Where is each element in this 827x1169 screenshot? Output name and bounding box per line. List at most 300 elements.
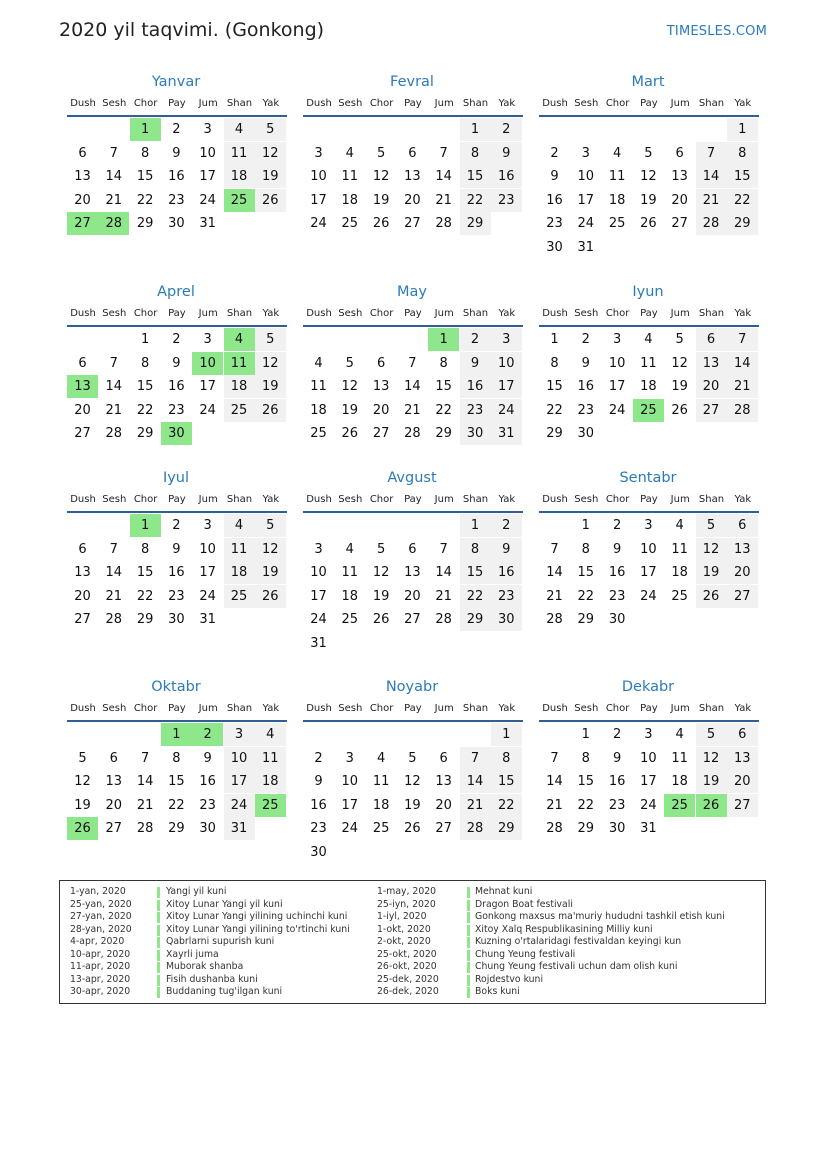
weekday-label: Shan bbox=[462, 98, 489, 109]
legend-holiday-name: Dragon Boat festivali bbox=[475, 898, 573, 910]
day-cell: 1 bbox=[460, 118, 491, 141]
weekday-label: Pay bbox=[168, 308, 186, 319]
day-cell: 30 bbox=[199, 821, 216, 837]
day-cell: 5 bbox=[376, 145, 386, 161]
weekday-label: Jum bbox=[198, 494, 218, 505]
day-cell: 14 bbox=[546, 774, 563, 790]
day-cell: 14 bbox=[105, 169, 123, 185]
month-dekabr bbox=[539, 677, 761, 867]
month-name: Sentabr bbox=[619, 470, 677, 486]
day-cell: 11 bbox=[372, 774, 390, 790]
day-cell: 31 bbox=[640, 821, 657, 837]
day-grid bbox=[539, 514, 761, 658]
weekday-label: Sesh bbox=[102, 703, 127, 714]
header-rule bbox=[67, 325, 287, 327]
header-rule bbox=[303, 115, 523, 117]
weekday-header bbox=[67, 302, 289, 326]
day-cell: 1 bbox=[491, 723, 522, 746]
weekday-label: Pay bbox=[640, 98, 658, 109]
holiday-day-cell: 25 bbox=[224, 189, 255, 212]
weekday-label: Jum bbox=[670, 494, 690, 505]
day-cell: 12 bbox=[255, 352, 286, 375]
weekday-label: Sesh bbox=[338, 308, 363, 319]
day-cell: 20 bbox=[74, 192, 91, 208]
day-cell: 12 bbox=[74, 774, 91, 790]
day-cell: 15 bbox=[727, 165, 758, 188]
weekday-label: Pay bbox=[640, 308, 658, 319]
holiday-day-cell: 13 bbox=[67, 375, 98, 398]
day-cell: 16 bbox=[608, 565, 626, 581]
day-cell: 2 bbox=[491, 118, 522, 141]
weekday-label: Shan bbox=[226, 494, 253, 505]
day-cell: 23 bbox=[168, 192, 185, 208]
day-cell: 17 bbox=[577, 192, 595, 208]
day-cell: 12 bbox=[404, 774, 421, 790]
legend-marker bbox=[467, 925, 470, 936]
day-cell: 9 bbox=[203, 750, 212, 766]
day-cell: 6 bbox=[727, 514, 758, 537]
day-cell: 10 bbox=[491, 352, 522, 375]
day-cell: 29 bbox=[136, 216, 154, 232]
day-cell: 4 bbox=[612, 145, 622, 161]
day-cell: 9 bbox=[172, 145, 181, 161]
day-cell: 6 bbox=[696, 328, 727, 351]
month-name: Aprel bbox=[157, 284, 195, 300]
day-cell: 11 bbox=[341, 169, 359, 185]
day-cell: 22 bbox=[460, 189, 491, 212]
day-cell: 13 bbox=[74, 565, 91, 581]
day-cell: 13 bbox=[404, 169, 421, 185]
day-cell: 14 bbox=[460, 770, 491, 793]
legend-holiday-name: Mehnat kuni bbox=[475, 886, 533, 897]
legend-holiday-name: Kuzning o'rtalaridagi festivaldan keyingi kun bbox=[475, 936, 682, 947]
day-cell: 9 bbox=[172, 541, 181, 557]
weekday-label: Dush bbox=[306, 703, 332, 714]
day-cell: 13 bbox=[671, 169, 688, 185]
weekday-label: Yak bbox=[262, 494, 280, 505]
day-cell: 22 bbox=[460, 585, 491, 608]
weekday-label: Yak bbox=[498, 308, 516, 319]
day-cell: 15 bbox=[168, 774, 185, 790]
day-cell: 26 bbox=[255, 189, 286, 212]
day-grid bbox=[303, 328, 525, 472]
weekday-label: Chor bbox=[133, 494, 158, 505]
day-cell: 27 bbox=[404, 612, 421, 628]
day-cell: 24 bbox=[640, 797, 657, 813]
day-cell: 1 bbox=[140, 332, 150, 347]
day-cell: 11 bbox=[341, 565, 359, 581]
day-cell: 2 bbox=[550, 145, 559, 161]
weekday-label: Chor bbox=[369, 703, 394, 714]
weekday-label: Yak bbox=[734, 494, 752, 505]
day-grid bbox=[67, 723, 289, 867]
day-cell: 18 bbox=[640, 379, 657, 395]
day-cell: 27 bbox=[372, 426, 390, 442]
legend-date: 26-dek, 2020 bbox=[377, 986, 439, 997]
holiday-legend bbox=[59, 880, 766, 1004]
day-cell: 27 bbox=[74, 612, 91, 628]
day-cell: 15 bbox=[491, 770, 522, 793]
header-rule bbox=[539, 511, 759, 513]
weekday-label: Shan bbox=[226, 98, 253, 109]
day-cell: 28 bbox=[546, 612, 563, 628]
day-cell: 10 bbox=[310, 565, 327, 581]
day-cell: 10 bbox=[640, 541, 657, 557]
day-cell: 24 bbox=[640, 588, 657, 604]
weekday-header bbox=[67, 92, 289, 116]
weekday-label: Sesh bbox=[574, 98, 599, 109]
month-name: Oktabr bbox=[151, 679, 201, 695]
legend-date: 1-may, 2020 bbox=[377, 886, 437, 897]
holiday-day-cell: 10 bbox=[192, 352, 223, 375]
weekday-label: Shan bbox=[698, 98, 725, 109]
header-rule bbox=[303, 511, 523, 513]
weekday-header bbox=[539, 302, 761, 326]
day-cell: 19 bbox=[696, 561, 727, 584]
day-cell: 21 bbox=[435, 192, 452, 208]
day-cell: 28 bbox=[105, 612, 123, 628]
day-cell: 24 bbox=[310, 216, 327, 232]
weekday-label: Shan bbox=[462, 703, 489, 714]
header-rule bbox=[539, 325, 759, 327]
day-cell: 29 bbox=[460, 608, 491, 631]
day-cell: 7 bbox=[109, 541, 118, 557]
month-mart bbox=[539, 72, 761, 262]
day-cell: 8 bbox=[172, 750, 181, 766]
day-cell: 16 bbox=[168, 379, 185, 395]
month-name: Avgust bbox=[387, 470, 437, 486]
day-cell: 4 bbox=[255, 723, 286, 746]
day-cell: 18 bbox=[341, 588, 359, 604]
day-cell: 15 bbox=[136, 379, 154, 395]
day-cell: 6 bbox=[408, 145, 417, 161]
weekday-label: Dush bbox=[542, 308, 568, 319]
header-rule bbox=[67, 511, 287, 513]
day-cell: 24 bbox=[341, 821, 359, 837]
day-cell: 29 bbox=[168, 821, 185, 837]
day-cell: 11 bbox=[310, 379, 327, 395]
day-cell: 13 bbox=[404, 565, 421, 581]
day-cell: 21 bbox=[105, 402, 123, 418]
day-cell: 24 bbox=[199, 402, 216, 418]
day-cell: 22 bbox=[546, 402, 563, 418]
day-cell: 6 bbox=[78, 355, 87, 371]
day-cell: 6 bbox=[439, 750, 448, 766]
day-cell: 12 bbox=[696, 538, 727, 561]
legend-holiday-name: Yangi yil kuni bbox=[166, 886, 227, 897]
day-cell: 19 bbox=[671, 379, 688, 395]
weekday-label: Sesh bbox=[338, 494, 363, 505]
day-cell: 27 bbox=[435, 821, 452, 837]
day-cell: 4 bbox=[675, 727, 684, 742]
day-cell: 8 bbox=[491, 747, 522, 770]
day-cell: 12 bbox=[696, 747, 727, 770]
day-cell: 10 bbox=[310, 169, 327, 185]
day-cell: 13 bbox=[727, 747, 758, 770]
day-cell: 11 bbox=[671, 541, 688, 557]
day-cell: 4 bbox=[345, 541, 354, 557]
month-name: Mart bbox=[631, 74, 665, 90]
day-cell: 15 bbox=[136, 169, 154, 185]
holiday-day-cell: 11 bbox=[224, 352, 255, 375]
month-name: May bbox=[397, 284, 427, 300]
day-cell: 17 bbox=[608, 379, 626, 395]
day-cell: 14 bbox=[727, 352, 758, 375]
day-cell: 9 bbox=[491, 142, 522, 165]
brand-link[interactable]: TIMESLES.COM bbox=[666, 24, 767, 39]
day-cell: 14 bbox=[105, 379, 123, 395]
header-rule bbox=[539, 720, 759, 722]
day-cell: 18 bbox=[224, 165, 255, 188]
day-cell: 9 bbox=[460, 352, 491, 375]
day-cell: 2 bbox=[581, 332, 590, 347]
legend-marker bbox=[157, 900, 160, 911]
day-grid bbox=[539, 328, 761, 472]
day-cell: 20 bbox=[727, 561, 758, 584]
legend-marker bbox=[157, 887, 160, 898]
day-cell: 3 bbox=[203, 332, 212, 347]
legend-holiday-name: Xitoy Xalq Respublikasining Milliy kuni bbox=[475, 923, 653, 935]
holiday-day-cell: 30 bbox=[161, 422, 192, 445]
weekday-label: Chor bbox=[369, 308, 394, 319]
day-cell: 23 bbox=[310, 821, 327, 837]
day-cell: 7 bbox=[696, 142, 727, 165]
weekday-label: Chor bbox=[605, 494, 630, 505]
weekday-label: Shan bbox=[462, 308, 489, 319]
day-cell: 21 bbox=[546, 588, 563, 604]
day-cell: 29 bbox=[460, 212, 491, 235]
day-cell: 19 bbox=[341, 402, 359, 418]
day-grid bbox=[303, 723, 525, 867]
legend-holiday-name: Chung Yeung festivali uchun dam olish kuni bbox=[475, 961, 678, 972]
weekday-header bbox=[539, 488, 761, 512]
day-cell: 11 bbox=[224, 538, 255, 561]
day-cell: 5 bbox=[696, 723, 727, 746]
day-cell: 27 bbox=[696, 399, 727, 422]
day-cell: 22 bbox=[168, 797, 185, 813]
day-cell: 5 bbox=[255, 328, 286, 351]
day-cell: 8 bbox=[140, 355, 150, 371]
day-cell: 10 bbox=[199, 541, 216, 557]
day-cell: 29 bbox=[136, 426, 154, 442]
day-cell: 9 bbox=[491, 538, 522, 561]
day-cell: 5 bbox=[255, 514, 286, 537]
day-cell: 28 bbox=[435, 612, 452, 628]
legend-marker bbox=[467, 912, 470, 923]
weekday-header bbox=[67, 488, 289, 512]
weekday-label: Pay bbox=[168, 703, 186, 714]
weekday-label: Chor bbox=[605, 703, 630, 714]
legend-date: 11-apr, 2020 bbox=[70, 961, 131, 972]
day-cell: 10 bbox=[224, 747, 255, 770]
legend-holiday-name: Xitoy Lunar Yangi yilining to'rtinchi kuni bbox=[166, 923, 350, 935]
day-cell: 4 bbox=[376, 750, 386, 766]
legend-date: 25-dek, 2020 bbox=[377, 973, 439, 985]
day-cell: 23 bbox=[168, 402, 185, 418]
day-cell: 8 bbox=[439, 355, 448, 371]
weekday-label: Yak bbox=[498, 494, 516, 505]
month-avgust bbox=[303, 468, 525, 658]
day-cell: 11 bbox=[671, 750, 688, 766]
weekday-label: Dush bbox=[542, 494, 568, 505]
day-cell: 20 bbox=[404, 192, 421, 208]
day-cell: 30 bbox=[310, 845, 327, 860]
day-cell: 18 bbox=[372, 797, 390, 813]
legend-holiday-name: Xayrli juma bbox=[166, 948, 219, 960]
weekday-label: Dush bbox=[306, 494, 332, 505]
weekday-label: Dush bbox=[306, 98, 332, 109]
day-cell: 10 bbox=[640, 750, 657, 766]
holiday-day-cell: 1 bbox=[428, 328, 459, 351]
month-may bbox=[303, 282, 525, 472]
holiday-day-cell: 26 bbox=[67, 817, 98, 840]
day-cell: 20 bbox=[404, 588, 421, 604]
weekday-label: Jum bbox=[434, 98, 454, 109]
day-cell: 3 bbox=[203, 122, 212, 137]
day-cell: 25 bbox=[224, 399, 255, 422]
day-cell: 3 bbox=[224, 723, 255, 746]
legend-marker bbox=[157, 950, 160, 961]
day-cell: 8 bbox=[727, 142, 758, 165]
month-iyul bbox=[67, 468, 289, 658]
day-cell: 2 bbox=[172, 332, 181, 347]
day-cell: 14 bbox=[136, 774, 154, 790]
header-rule bbox=[303, 720, 523, 722]
day-cell: 9 bbox=[550, 169, 559, 185]
header-rule bbox=[67, 115, 287, 117]
weekday-label: Chor bbox=[605, 98, 630, 109]
day-cell: 25 bbox=[372, 821, 390, 837]
legend-marker bbox=[467, 962, 470, 973]
day-cell: 18 bbox=[310, 402, 327, 418]
legend-holiday-name: Buddaning tug'ilgan kuni bbox=[166, 986, 283, 997]
legend-holiday-name: Fisih dushanba kuni bbox=[166, 973, 258, 985]
day-cell: 8 bbox=[550, 355, 559, 371]
day-cell: 3 bbox=[612, 332, 622, 347]
day-cell: 19 bbox=[696, 770, 727, 793]
day-cell: 14 bbox=[435, 565, 452, 581]
day-cell: 20 bbox=[74, 402, 91, 418]
month-yanvar bbox=[67, 72, 289, 262]
day-cell: 29 bbox=[435, 426, 452, 442]
day-cell: 6 bbox=[675, 145, 684, 161]
day-cell: 13 bbox=[74, 169, 91, 185]
day-cell: 31 bbox=[577, 240, 595, 255]
day-cell: 21 bbox=[460, 794, 491, 817]
legend-holiday-name: Muborak shanba bbox=[166, 961, 244, 972]
weekday-label: Sesh bbox=[574, 308, 599, 319]
day-cell: 3 bbox=[203, 518, 212, 533]
day-cell: 30 bbox=[460, 422, 491, 445]
day-cell: 12 bbox=[341, 379, 359, 395]
day-cell: 17 bbox=[341, 797, 359, 813]
day-cell: 20 bbox=[727, 770, 758, 793]
day-cell: 8 bbox=[460, 538, 491, 561]
day-cell: 28 bbox=[696, 212, 727, 235]
day-cell: 9 bbox=[581, 355, 590, 371]
day-cell: 25 bbox=[341, 216, 359, 232]
weekday-label: Dush bbox=[70, 308, 96, 319]
month-oktabr bbox=[67, 677, 289, 867]
day-cell: 22 bbox=[727, 189, 758, 212]
day-cell: 26 bbox=[404, 821, 421, 837]
day-cell: 20 bbox=[671, 192, 688, 208]
weekday-label: Pay bbox=[168, 494, 186, 505]
day-cell: 7 bbox=[109, 355, 118, 371]
weekday-label: Sesh bbox=[102, 494, 127, 505]
day-cell: 17 bbox=[640, 774, 657, 790]
day-cell: 22 bbox=[136, 402, 154, 418]
month-name: Yanvar bbox=[151, 74, 201, 90]
day-cell: 10 bbox=[577, 169, 595, 185]
day-cell: 23 bbox=[608, 797, 626, 813]
holiday-day-cell: 1 bbox=[161, 723, 192, 746]
weekday-label: Yak bbox=[734, 703, 752, 714]
day-cell: 18 bbox=[608, 192, 626, 208]
day-cell: 7 bbox=[727, 328, 758, 351]
day-cell: 1 bbox=[581, 727, 590, 742]
day-cell: 6 bbox=[376, 355, 386, 371]
holiday-day-cell: 25 bbox=[255, 794, 286, 817]
day-cell: 6 bbox=[408, 541, 417, 557]
weekday-label: Pay bbox=[404, 494, 422, 505]
day-cell: 1 bbox=[550, 332, 559, 347]
weekday-label: Sesh bbox=[574, 703, 599, 714]
day-cell: 16 bbox=[577, 379, 595, 395]
day-cell: 21 bbox=[404, 402, 421, 418]
month-fevral bbox=[303, 72, 525, 262]
day-cell: 26 bbox=[671, 402, 688, 418]
day-cell: 31 bbox=[310, 636, 327, 651]
day-cell: 25 bbox=[671, 588, 688, 604]
day-cell: 31 bbox=[224, 817, 255, 840]
weekday-label: Jum bbox=[434, 308, 454, 319]
day-cell: 8 bbox=[460, 142, 491, 165]
day-cell: 20 bbox=[105, 797, 123, 813]
day-cell: 14 bbox=[546, 565, 563, 581]
day-cell: 13 bbox=[727, 538, 758, 561]
day-cell: 17 bbox=[224, 770, 255, 793]
day-cell: 26 bbox=[372, 612, 390, 628]
day-cell: 23 bbox=[168, 588, 185, 604]
page-title: 2020 yil taqvimi. (Gonkong) bbox=[59, 19, 325, 41]
legend-holiday-name: Chung Yeung festivali bbox=[475, 948, 576, 960]
day-cell: 21 bbox=[136, 797, 154, 813]
day-cell: 7 bbox=[460, 747, 491, 770]
day-cell: 7 bbox=[109, 145, 118, 161]
day-cell: 29 bbox=[136, 612, 154, 628]
day-cell: 5 bbox=[408, 750, 417, 766]
day-cell: 8 bbox=[140, 541, 150, 557]
day-cell: 26 bbox=[696, 585, 727, 608]
legend-date: 2-okt, 2020 bbox=[377, 936, 431, 947]
day-cell: 7 bbox=[439, 541, 448, 557]
day-cell: 15 bbox=[546, 379, 563, 395]
day-cell: 6 bbox=[109, 750, 118, 766]
day-cell: 23 bbox=[546, 216, 563, 232]
day-cell: 19 bbox=[255, 561, 286, 584]
day-cell: 10 bbox=[199, 145, 216, 161]
day-cell: 25 bbox=[608, 216, 626, 232]
day-cell: 8 bbox=[140, 145, 150, 161]
day-cell: 17 bbox=[199, 169, 216, 185]
day-cell: 29 bbox=[491, 817, 522, 840]
day-cell: 29 bbox=[577, 612, 595, 628]
weekday-label: Chor bbox=[369, 494, 394, 505]
day-cell: 30 bbox=[491, 608, 522, 631]
day-cell: 2 bbox=[491, 514, 522, 537]
day-cell: 18 bbox=[341, 192, 359, 208]
